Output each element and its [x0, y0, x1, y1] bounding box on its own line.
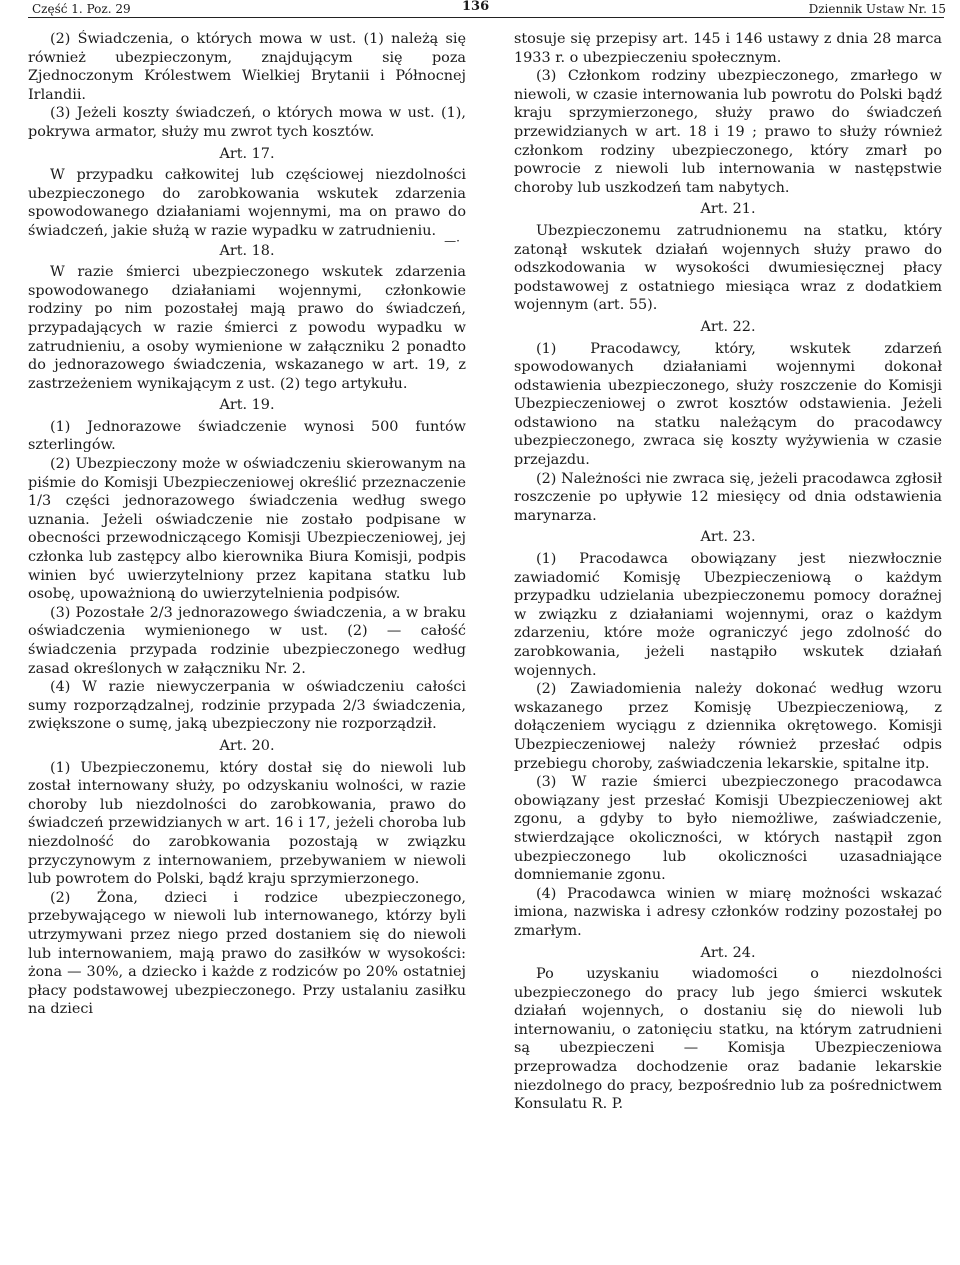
- article-heading: Art. 23.: [700, 529, 756, 546]
- paragraph: (3) Jeżeli koszty świadczeń, o których mowa w ust. (1), pokrywa armator, służy mu zwrot tych kosztów.: [28, 105, 466, 140]
- article-heading: Art. 18.: [219, 242, 275, 259]
- paragraph: (4) W razie niewyczerpania w oświadczeniu całości sumy rozporządzalnej, rodzinie przypada 2/3 świadczenia, zwiększone o sumę, jaką ubezpieczony nie rozporządził.: [28, 679, 466, 733]
- article-heading: Art. 20.: [219, 737, 275, 754]
- left-column: [28, 30, 466, 1260]
- paragraph: (2) Świadczenia, o których mowa w ust. (1) należą się również ubezpieczonym, znajdującym się poza Zjednoczonym Królestwem Wielkiej Brytanii i Północnej Irlandii.: [28, 31, 466, 103]
- page-number: 136: [462, 0, 490, 14]
- paragraph: (1) Jednorazowe świadczenie wynosi 500 funtów szterlingów.: [28, 418, 466, 454]
- paragraph: W razie śmierci ubezpieczonego wskutek zdarzenia spowodowanego działaniami wojennymi, członkowie rodziny po nim pozostałej mają prawo do świadczeń, przypadających w razie śmierci z powodu wypadku w zatrudnieniu, a osoby wymienione w załączniku 2 ponadto do jednorazowego świadczenia, wskazanego w art. 19, z zastrzeżeniem wynikającym z ust. (2) tego artykułu.: [28, 264, 466, 392]
- article-heading: Art. 22.: [700, 318, 756, 335]
- paragraph: (4) Pracodawca winien w miarę możności wskazać imiona, nazwiska i adresy członków rodziny pozostałej po zmarłym.: [514, 885, 942, 939]
- paragraph: (2) Żona, dzieci i rodzice ubezpieczonego, przebywającego w niewoli lub internowanego, którzy byli utrzymywani przez niego przed dostaniem się do niewoli lub internowaniem, mają prawo do zasiłków w wysokości: żona — 30%, a dziecko i każde z rodziców po 20% ostatniej płacy podstawowej ubezpieczonego. Przy ustalaniu zasiłku na dzieci: [28, 889, 466, 1018]
- paragraph: stosuje się przepisy art. 145 i 146 ustawy z dnia 28 marca 1933 r. o ubezpieczeniu społecznym.: [514, 31, 942, 66]
- article-heading: Art. 21.: [700, 201, 756, 218]
- article-heading: Art. 24.: [700, 944, 756, 961]
- paragraph: (1) Pracodawcy, który, wskutek zdarzeń spowodowanych działaniami wojennymi dokonał odstawienia ubezpieczonego, służy roszczenie do Komisji Ubezpieczeniowej o zwrot kosztów odstawienia. Jeżeli odstawiono na statku należącym do pracodawcy ubezpieczonego, zwraca się koszty wyżywienia w czasie przejazdu.: [514, 340, 942, 469]
- header-journal-title: Dziennik Ustaw Nr. 15: [808, 2, 946, 16]
- page-header: [0, 0, 960, 18]
- header-part-position: Część 1. Poz. 29: [32, 2, 131, 16]
- paragraph: (2) Należności nie zwraca się, jeżeli pracodawca zgłosił roszczenie po upływie 12 miesięcy od dnia odstawienia marynarza.: [514, 470, 942, 524]
- paragraph: Po uzyskaniu wiadomości o niezdolności ubezpieczonego do pracy lub jego śmierci wskutek działań wojennych, o dostaniu się do niewoli lub internowaniu, o zatonięciu statku, na którym zatrudnieni są ubezpieczeni — Komisja Ubezpieczeniowa przeprowadza dochodzenie oraz badanie lekarskie niezdolnego do pracy, bezpośrednio lub za pośrednictwem Konsulatu R. P.: [514, 966, 942, 1113]
- right-column: [514, 30, 942, 1260]
- paragraph: (3) Członkom rodziny ubezpieczonego, zmarłego w niewoli, w czasie internowania lub powrotu do Polski bądź kraju sprzymierzonego, służy prawo do świadczeń przewidzianych w art. 18 i 19 ; prawo to służy również członkom rodziny ubezpieczonego, który zmarł po powrocie z niewoli lub internowania w następstwie choroby lub uszkodzeń tam nabytych.: [514, 68, 942, 196]
- article-heading: Art. 17.: [219, 145, 275, 162]
- paragraph: (3) W razie śmierci ubezpieczonego pracodawca obowiązany jest przesłać Komisji Ubezpieczeniowej akt zgonu, a gdyby to było niemożliwe, zaświadczenie, stwierdzające okoliczności, w których nastąpił zgon ubezpieczonego lub okoliczności uzasadniające domniemanie zgonu.: [514, 774, 942, 884]
- paragraph: (2) Ubezpieczony może w oświadczeniu skierowanym na piśmie do Komisji Ubezpieczeniowej określić przeznaczenie 1/3 części jednorazowego świadczenia według swego uznania. Jeżeli oświadczenie nie zostało podpisane w obecności przewodniczącego Komisji Ubezpieczeniowej, jej członka lub zastępcy albo kierownika Biura Komisji, podpis winien być uwierzytelniony przez kapitana statku lub osobę, upoważnioną do uwierzytelnienia podpisów.: [28, 456, 466, 603]
- paragraph: (2) Zawiadomienia należy dokonać według wzoru wskazanego przez Komisję Ubezpieczeniową, z dołączeniem wyciągu z dziennika okrętowego. Komisji Ubezpieczeniowej należy również przesłać odpis przebiegu choroby, zaświadczenia lekarskie, spitalne itp.: [514, 681, 942, 772]
- paragraph: (1) Pracodawca obowiązany jest niezwłocznie zawiadomić Komisję Ubezpieczeniową o każdym przypadku udzielania ubezpieczonemu pomocy doraźnej w związku z działaniami wojennymi, oraz o każdym zdarzeniu, które może ograniczyć jego zdolność do zarobkowania, jeżeli nastąpiło wskutek działań wojennych.: [514, 551, 942, 679]
- paragraph: (3) Pozostałe 2/3 jednorazowego świadczenia, a w braku oświadczenia wymienionego w ust. (2) — całość świadczenia przypada rodzinie ubezpieczonego według zasad określonych w załączniku Nr. 2.: [28, 604, 466, 677]
- header-rule: [28, 17, 944, 18]
- paragraph: (1) Ubezpieczonemu, który dostał się do niewoli lub został internowany służy, po odzyskaniu wolności, w razie choroby lub niezdolności do zarobkowania, prawo do świadczeń przewidzianych w art. 16 i 17, jeżeli choroba lub niezdolność do zarobkowania pozostają w związku przyczynowym z internowaniem, przebywaniem w niewoli lub powrotem do Polski, bądź kraju sprzymierzonego.: [28, 759, 466, 888]
- paragraph: Ubezpieczonemu zatrudnionemu na statku, który zatonął wskutek działań wojennych służy prawo do odszkodowania w wysokości dwumiesięcznej płacy podstawowej z ostatniego miesiąca wraz z dodatkiem wojennym (art. 55).: [514, 222, 942, 314]
- paragraph: W przypadku całkowitej lub częściowej niezdolności ubezpieczonego do zarobkowania wskutek zdarzenia spowodowanego działaniami wojennymi, ma on prawo do świadczeń, jakie służą w razie wypadku w zatrudnieniu.: [28, 167, 466, 239]
- article-heading: Art. 19.: [219, 397, 275, 414]
- dash-mark: —·: [444, 233, 460, 248]
